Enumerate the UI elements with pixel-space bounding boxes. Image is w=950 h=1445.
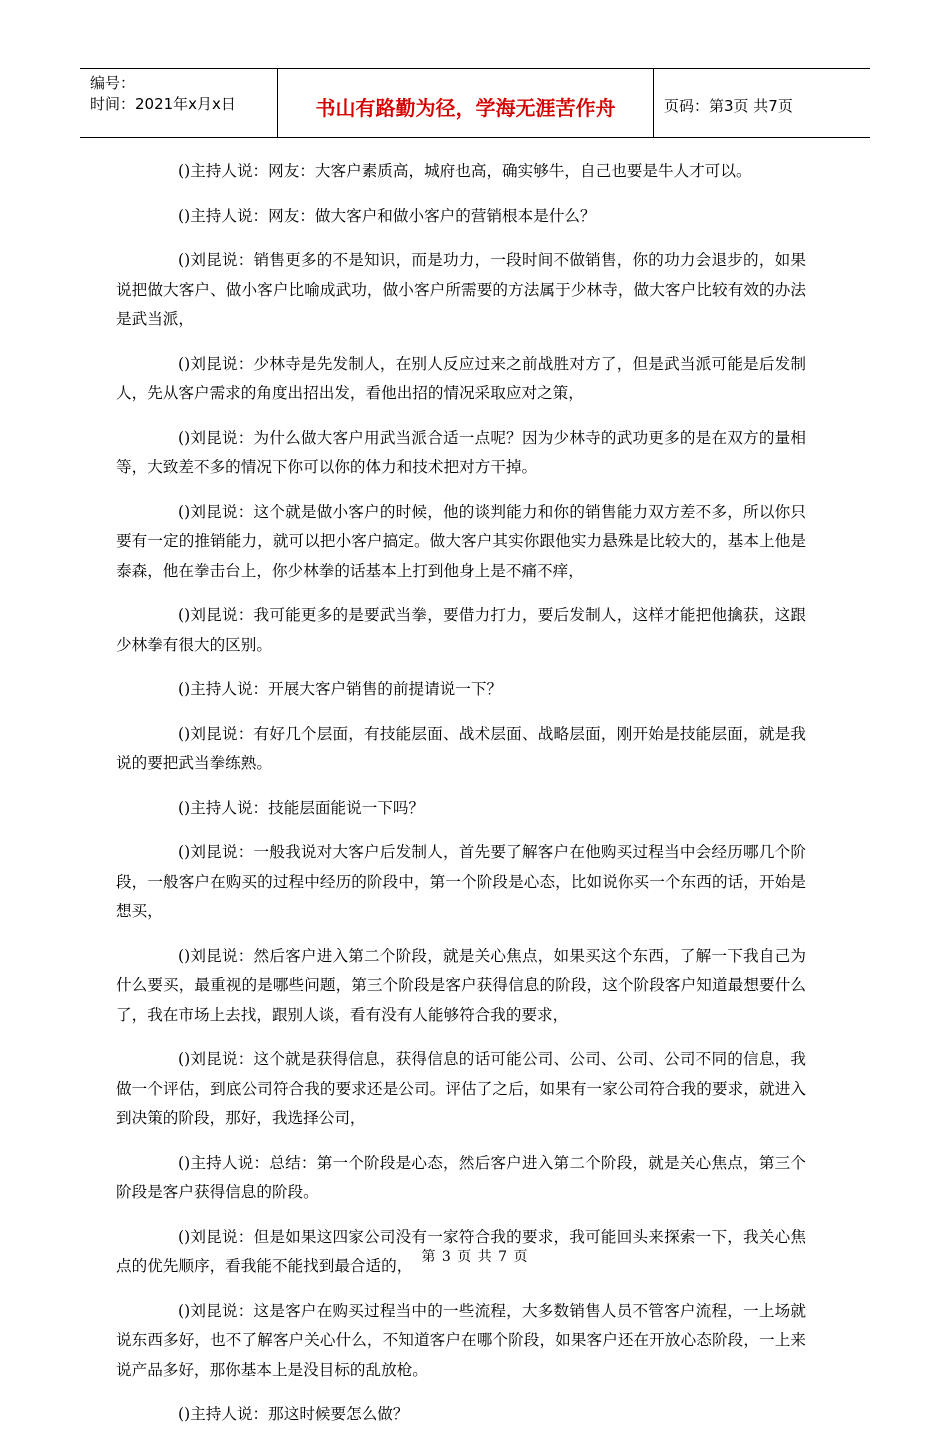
paragraph: ()刘昆说：但是如果这四家公司没有一家符合我的要求，我可能回头来探索一下，我关心焦点的优先顺序，看我能不能找到最合适的， xyxy=(116,1227,806,1275)
page-footer: 第 3 页 共 7 页 xyxy=(421,1249,529,1265)
paragraph: ()主持人说：网友：大客户素质高，城府也高，确实够牛，自己也要是牛人才可以。 xyxy=(178,162,752,180)
paragraph: ()刘昆说：少林寺是先发制人，在别人反应过来之前战胜对方了，但是武当派可能是后发制人，先从客户需求的角度出招出发，看他出招的情况采取应对之策， xyxy=(116,354,806,402)
paragraph: ()主持人说：网友：做大客户和做小客户的营销根本是什么？ xyxy=(178,206,596,225)
header-page-cell xyxy=(654,69,870,137)
paragraph: ()刘昆说：然后客户进入第二个阶段，就是关心焦点，如果买这个东西，了解一下我自己为什么要买，最重视的是哪些问题，第三个阶段是客户获得信息的阶段，这个阶段客户知道最想要什么了，我在市场上去找，跟别人谈，看有没有人能够符合我的要求， xyxy=(116,946,806,1024)
paragraph: ()主持人说：开展大客户销售的前提请说一下？ xyxy=(178,680,503,698)
document-number-label: 编号： xyxy=(90,74,136,92)
paragraph: ()刘昆说：销售更多的不是知识，而是功力，一段时间不做销售，你的功力会退步的，如果说把做大客户、做小客户比喻成武功，做小客户所需要的方法属于少林寺，做大客户比较有效的办法是武当派， xyxy=(116,251,806,328)
paragraph: ()刘昆说：这个就是获得信息，获得信息的话可能公司、公司、公司、公司不同的信息，我做一个评估，到底公司符合我的要求还是公司。评估了之后，如果有一家公司符合我的要求，就进入到决策的阶段，那好，我选择公司， xyxy=(116,1050,806,1127)
header-page-number: 页码：第3页 共7页 xyxy=(664,96,793,115)
header-motto-cell xyxy=(278,69,654,137)
paragraph: ()刘昆说：一般我说对大客户后发制人，首先要了解客户在他购买过程当中会经历哪几个阶段，一般客户在购买的过程中经历的阶段中，第一个阶段是心态，比如说你买一个东西的话，开始是想买， xyxy=(116,843,806,920)
header-meta xyxy=(80,69,278,137)
page-header xyxy=(80,68,870,138)
paragraph: ()刘昆说：我可能更多的是要武当拳，要借力打力，要后发制人，这样才能把他擒获，这跟少林拳有很大的区别。 xyxy=(116,606,806,654)
document-date-label: 时间：2021年x月x日 xyxy=(90,95,236,113)
paragraph: ()刘昆说：这个就是做小客户的时候，他的谈判能力和你的销售能力双方差不多，所以你只要有一定的推销能力，就可以把小客户搞定。做大客户其实你跟他实力悬殊是比较大的，基本上他是泰森，他在拳击台上，你少林拳的话基本上打到他身上是不痛不痒， xyxy=(116,502,806,580)
paragraph: ()主持人说：总结：第一个阶段是心态，然后客户进入第二个阶段，就是关心焦点，第三个阶段是客户获得信息的阶段。 xyxy=(116,1153,806,1201)
paragraph: ()主持人说：技能层面能说一下吗？ xyxy=(178,798,425,817)
paragraph: ()刘昆说：这是客户在购买过程当中的一些流程，大多数销售人员不管客户流程，一上场就说东西多好，也不了解客户关心什么，不知道客户在哪个阶段，如果客户还在开放心态阶段，一上来说产品多好，那你基本上是没目标的乱放枪。 xyxy=(116,1301,806,1379)
paragraph: ()主持人说：那这时候要怎么做？ xyxy=(178,1405,409,1423)
paragraph: ()刘昆说：有好几个层面，有技能层面、战术层面、战略层面，刚开始是技能层面，就是我说的要把武当拳练熟。 xyxy=(116,724,806,772)
header-motto: 书山有路勤为径，学海无涯苦作舟 xyxy=(315,95,616,120)
paragraph: ()刘昆说：为什么做大客户用武当派合适一点呢？因为少林寺的武功更多的是在双方的量相等，大致差不多的情况下你可以你的体力和技术把对方干掉。 xyxy=(116,428,806,476)
